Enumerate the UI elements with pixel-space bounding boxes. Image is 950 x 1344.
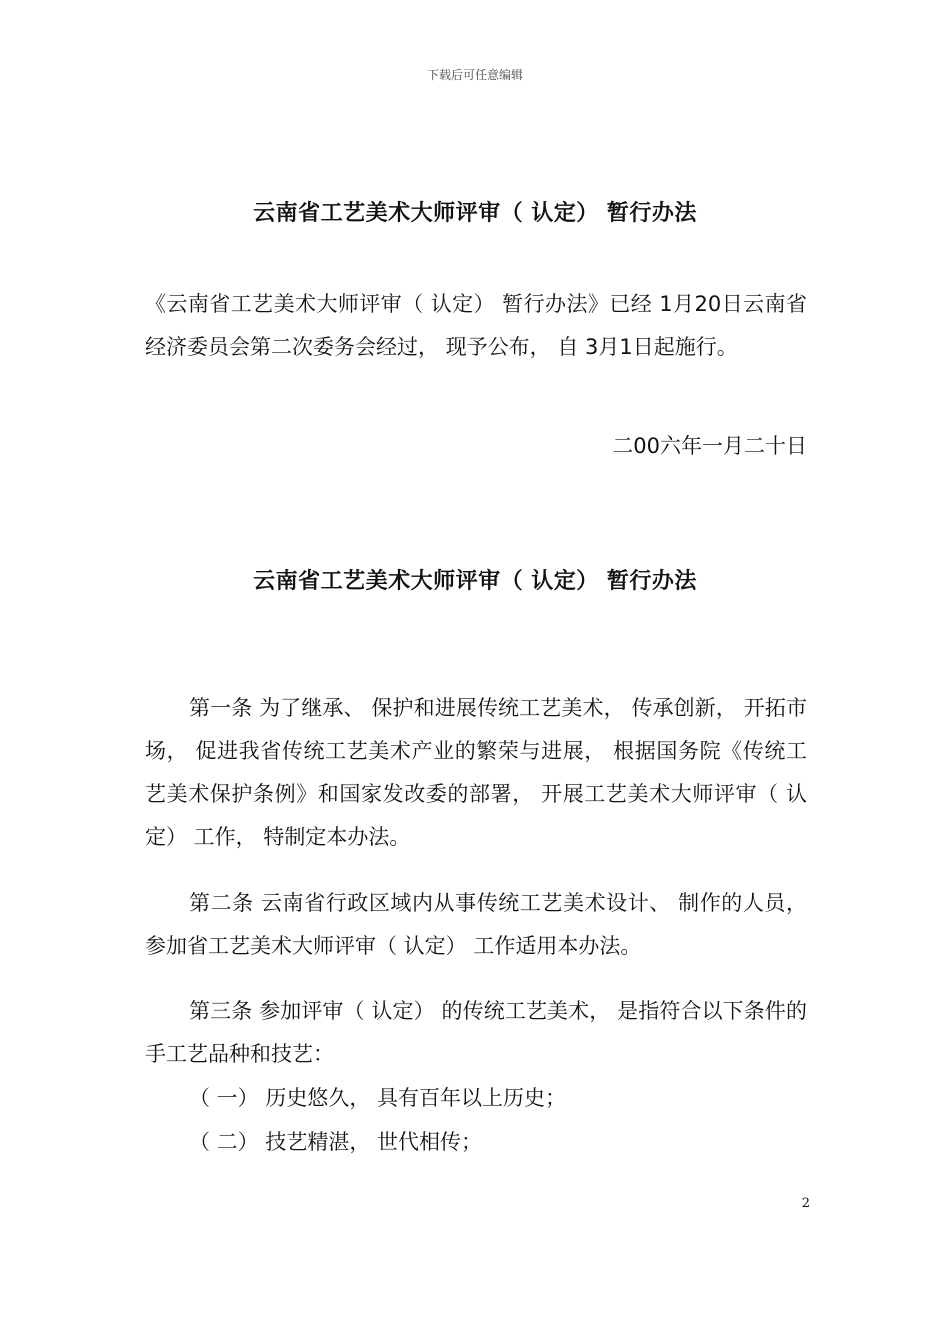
section-title: 云南省工艺美术大师评审（ 认定） 暂行办法 [253, 569, 697, 594]
document-title: 云南省工艺美术大师评审（ 认定） 暂行办法 [253, 201, 697, 226]
announcement-paragraph: 《云南省工艺美术大师评审（ 认定） 暂行办法》已经 1月20日云南省经济委员会第二次委务会经过， 现予公布， 自 3月1日起施行。 [145, 292, 807, 359]
page-number: 2 [801, 1196, 810, 1211]
condition-item-2: （ 二） 技艺精湛， 世代相传； [189, 1130, 483, 1154]
article-3: 第三条 参加评审（ 认定） 的传统工艺美术， 是指符合以下条件的手工艺品种和技艺： [145, 999, 807, 1066]
article-2: 第二条 云南省行政区域内从事传统工艺美术设计、 制作的人员， 参加省工艺美术大师评审（ 认定） 工作适用本办法。 [145, 891, 807, 958]
announcement-date: 二00六年一月二十日 [612, 434, 807, 458]
condition-item-1: （ 一） 历史悠久， 具有百年以上历史； [189, 1086, 567, 1110]
article-1: 第一条 为了继承、 保护和进展传统工艺美术， 传承创新， 开拓市场， 促进我省传统工艺美术产业的繁荣与进展， 根据国务院《传统工艺美术保护条例》和国家发改委的部署， 开展工艺美术大师评审（ 认定） 工作， 特制定本办法。 [145, 696, 807, 849]
page-header-note: 下载后可任意编辑 [426, 68, 523, 82]
